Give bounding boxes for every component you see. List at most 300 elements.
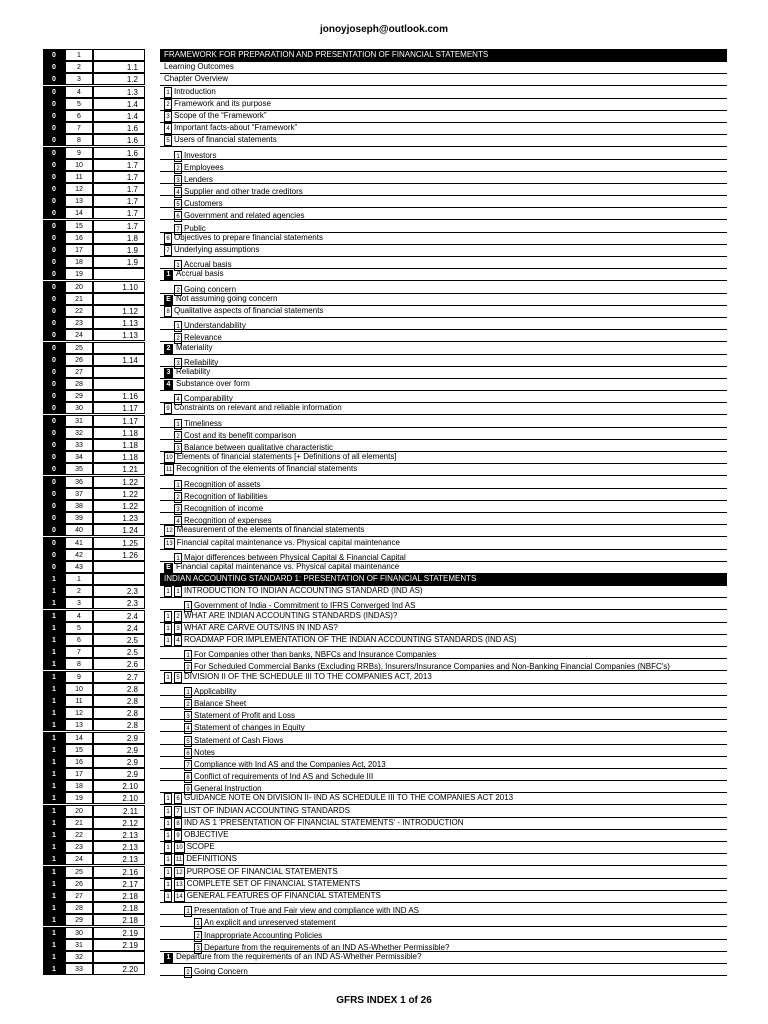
outline-number: [164, 549, 172, 560]
topic-entry: [164, 268, 224, 280]
chapter-number: 1: [43, 817, 65, 829]
topic-entry: [164, 622, 338, 634]
page-reference: 1.9: [93, 256, 145, 268]
outline-number: 1: [184, 906, 192, 917]
chapter-number: 1: [43, 939, 65, 951]
topic-label: Financial capital maintenance vs. Physical capital maintenance: [176, 561, 400, 571]
outline-number: 2: [174, 163, 182, 174]
table-row: [43, 317, 727, 329]
table-row: [43, 841, 727, 853]
outline-number: [164, 220, 172, 231]
serial-number: 17: [65, 768, 93, 780]
page-reference: 1.26: [93, 549, 145, 561]
serial-number: 14: [65, 207, 93, 219]
topic-entry: [164, 342, 212, 354]
chapter-number: 1: [43, 805, 65, 817]
outline-number: [174, 719, 182, 730]
page-reference: 1.2: [93, 73, 145, 85]
topic-label: GENERAL FEATURES OF FINANCIAL STATEMENTS: [186, 890, 381, 900]
topic-label: Conflict of requirements of Ind AS and Schedule III: [194, 772, 374, 782]
outline-number: [164, 317, 172, 328]
page-reference: 1.7: [93, 220, 145, 232]
serial-number: 8: [65, 658, 93, 670]
outline-number: 6: [164, 233, 172, 244]
table-row: [43, 110, 727, 122]
chapter-number: 0: [43, 183, 65, 195]
serial-number: 1: [65, 573, 93, 585]
topic-label: PURPOSE OF FINANCIAL STATEMENTS: [186, 866, 338, 876]
topic-label: WHAT ARE INDIAN ACCOUNTING STANDARDS (INDAS)?: [184, 610, 398, 620]
page-reference: 2.10: [93, 780, 145, 792]
table-row: [43, 914, 727, 926]
topic-entry: [164, 878, 360, 890]
outline-number: 4: [164, 123, 172, 134]
table-row: [43, 183, 727, 195]
serial-number: 11: [65, 695, 93, 707]
chapter-number: 1: [43, 866, 65, 878]
outline-number: [164, 488, 172, 499]
topic-label: Government of India - Commitment to IFRS Converged Ind AS: [194, 601, 416, 611]
table-row: [43, 805, 727, 817]
outline-number: 2: [174, 285, 182, 296]
outline-number: 1: [164, 891, 172, 902]
serial-number: 18: [65, 780, 93, 792]
outline-number: 1: [164, 793, 172, 804]
chapter-number: 1: [43, 853, 65, 865]
chapter-number: 0: [43, 244, 65, 256]
page-reference: 1.25: [93, 537, 145, 549]
table-row: [43, 390, 727, 402]
serial-number: 11: [65, 171, 93, 183]
topic-entry: [164, 866, 338, 878]
outline-number: 7: [174, 806, 182, 817]
outline-number: [164, 390, 172, 401]
page-reference: [93, 951, 145, 963]
outline-number: 1: [174, 260, 182, 271]
topic-entry: [164, 634, 517, 646]
page-reference: [93, 49, 145, 61]
row-divider: [160, 195, 727, 208]
topic-label: OBJECTIVE: [184, 830, 229, 839]
chapter-number: 1: [43, 695, 65, 707]
serial-number: 23: [65, 841, 93, 853]
page-reference: 1.18: [93, 439, 145, 451]
topic-entry: [164, 134, 277, 146]
table-row: [43, 329, 727, 341]
page-reference: 2.10: [93, 792, 145, 804]
topic-label: Major differences between Physical Capital & Financial Capital: [184, 552, 406, 562]
table-row: [43, 853, 727, 865]
table-row: [43, 244, 727, 256]
table-row: [43, 634, 727, 646]
chapter-number: 0: [43, 476, 65, 488]
serial-number: 18: [65, 256, 93, 268]
row-divider: [160, 171, 727, 184]
outline-number: 9: [184, 784, 192, 795]
topic-label: Customers: [184, 199, 223, 209]
topic-label: Chapter Overview: [164, 74, 229, 84]
chapter-number: 0: [43, 415, 65, 427]
serial-number: 8: [65, 134, 93, 146]
chapter-number: 0: [43, 159, 65, 171]
outline-number: [164, 914, 172, 925]
topic-entry: [164, 805, 350, 817]
serial-number: 33: [65, 439, 93, 451]
chapter-number: 1: [43, 963, 65, 975]
page-reference: 1.18: [93, 427, 145, 439]
outline-number: 11: [174, 854, 184, 865]
chapter-number: 1: [43, 914, 65, 926]
outline-number: 2: [174, 611, 182, 622]
topic-label: Balance between qualitative characteristic: [184, 443, 333, 452]
chapter-number: 0: [43, 305, 65, 317]
chapter-number: 1: [43, 927, 65, 939]
serial-number: 2: [65, 585, 93, 597]
outline-number: [184, 914, 192, 925]
chapter-number: 1: [43, 756, 65, 768]
outline-number: [164, 597, 172, 608]
outline-number: 3: [174, 504, 182, 515]
outline-number: 1: [194, 918, 202, 929]
outline-number: 3: [174, 443, 182, 454]
outline-number: [174, 646, 182, 657]
topic-label: Timeliness: [184, 418, 222, 428]
chapter-number: 0: [43, 366, 65, 378]
page-reference: 2.8: [93, 707, 145, 719]
topic-label: COMPLETE SET OF FINANCIAL STATEMENTS: [186, 878, 361, 888]
outline-number: 1: [174, 480, 182, 491]
outline-number: [174, 744, 182, 755]
topic-entry: [164, 524, 364, 536]
topic-badge: 4: [164, 380, 173, 390]
chapter-number: 0: [43, 293, 65, 305]
topic-label: Presentation of True and Fair view and compliance with IND AS: [194, 906, 419, 916]
topic-label: Financial capital maintenance vs. Physical capital maintenance: [176, 537, 400, 547]
topic-label: Investors: [184, 150, 217, 160]
row-divider: [160, 390, 727, 403]
table-row: [43, 147, 727, 159]
outline-number: [174, 914, 182, 925]
outline-number: [174, 780, 182, 791]
serial-number: 20: [65, 805, 93, 817]
page-reference: 1.8: [93, 232, 145, 244]
outline-number: [174, 597, 182, 608]
outline-number: [164, 756, 172, 767]
row-divider: [160, 853, 727, 866]
table-row: [43, 268, 727, 280]
outline-number: 1: [164, 818, 172, 829]
serial-number: 31: [65, 415, 93, 427]
page-reference: 1.22: [93, 488, 145, 500]
serial-number: 16: [65, 756, 93, 768]
chapter-number: 0: [43, 207, 65, 219]
topic-label: Elements of financial statements [+ Definitions of all elements]: [176, 452, 397, 462]
topic-label: Recognition of the elements of financial statements: [176, 464, 358, 474]
topic-entry: [164, 671, 432, 683]
outline-number: 1: [164, 867, 172, 878]
outline-number: [164, 732, 172, 743]
outline-number: 2: [184, 662, 192, 673]
outline-number: 5: [184, 736, 192, 747]
serial-number: 13: [65, 195, 93, 207]
chapter-number: 1: [43, 951, 65, 963]
table-row: [43, 207, 727, 219]
topic-label: ROADMAP FOR IMPLEMENTATION OF THE INDIAN ACCOUNTING STANDARDS (IND AS): [184, 635, 517, 644]
table-row: [43, 732, 727, 744]
outline-number: 1: [174, 553, 182, 564]
outline-number: 12: [164, 525, 175, 536]
topic-label: Recognition of expenses: [184, 516, 272, 526]
page-reference: 1.17: [93, 402, 145, 414]
serial-number: 41: [65, 537, 93, 549]
page-reference: 1.7: [93, 159, 145, 171]
page-reference: [93, 366, 145, 378]
serial-number: 19: [65, 792, 93, 804]
outline-number: [174, 939, 182, 950]
outline-number: 10: [164, 452, 175, 463]
topic-label: Recognition of income: [184, 503, 264, 513]
table-row: [43, 792, 727, 804]
row-divider: [160, 281, 727, 294]
serial-number: 21: [65, 817, 93, 829]
outline-number: 1: [164, 586, 172, 597]
serial-number: 28: [65, 378, 93, 390]
topic-entry: [164, 561, 399, 573]
page-reference: 2.9: [93, 768, 145, 780]
serial-number: 23: [65, 317, 93, 329]
serial-number: 30: [65, 927, 93, 939]
chapter-number: 1: [43, 890, 65, 902]
outline-number: [164, 354, 172, 365]
serial-number: 27: [65, 366, 93, 378]
serial-number: 12: [65, 183, 93, 195]
row-divider: [160, 147, 727, 160]
topic-entry: [164, 610, 397, 622]
table-row: [43, 878, 727, 890]
table-row: [43, 488, 727, 500]
page-reference: 1.7: [93, 195, 145, 207]
topic-entry: [164, 378, 250, 390]
chapter-number: 0: [43, 402, 65, 414]
topic-entry: [164, 951, 421, 963]
topic-label: IND AS 1 'PRESENTATION OF FINANCIAL STATEMENTS' - INTRODUCTION: [184, 817, 464, 827]
chapter-number: 0: [43, 73, 65, 85]
chapter-number: 0: [43, 524, 65, 536]
topic-entry: [164, 451, 397, 463]
topic-label: Statement of Cash Flows: [194, 735, 284, 745]
topic-label: Supplier and other trade creditors: [184, 187, 303, 197]
page-reference: 1.24: [93, 524, 145, 536]
outline-number: [164, 963, 172, 974]
chapter-number: 0: [43, 98, 65, 110]
outline-number: 1: [164, 842, 172, 853]
topic-label: Recognition of assets: [184, 479, 261, 489]
serial-number: 19: [65, 268, 93, 280]
serial-number: 32: [65, 427, 93, 439]
topic-label: Measurement of the elements of financial statements: [176, 525, 365, 535]
outline-number: 2: [184, 967, 192, 978]
topic-entry: [164, 73, 228, 85]
row-divider: [160, 354, 727, 367]
topic-label: Users of financial statements: [174, 135, 277, 145]
page-header-email: jonoyjoseph@outlook.com: [319, 24, 449, 35]
serial-number: 22: [65, 829, 93, 841]
serial-number: 33: [65, 963, 93, 975]
outline-number: 8: [174, 818, 182, 829]
outline-number: [164, 329, 172, 340]
chapter-number: 0: [43, 512, 65, 524]
page-reference: 2.4: [93, 622, 145, 634]
page-reference: 2.18: [93, 902, 145, 914]
topic-badge: 1: [164, 270, 173, 280]
topic-label: Departure from the requirements of an IND AS-Whether Permissible?: [204, 942, 450, 952]
chapter-number: 1: [43, 658, 65, 670]
chapter-number: 1: [43, 610, 65, 622]
page-reference: 1.10: [93, 281, 145, 293]
outline-number: [164, 707, 172, 718]
chapter-number: 0: [43, 49, 65, 61]
page-reference: 1.1: [93, 61, 145, 73]
topic-badge: 2: [164, 344, 173, 354]
chapter-number: 1: [43, 573, 65, 585]
page-reference: 1.7: [93, 171, 145, 183]
outline-number: 10: [174, 842, 185, 853]
chapter-number: 1: [43, 768, 65, 780]
topic-label: Going concern: [184, 284, 237, 294]
chapter-number: 1: [43, 707, 65, 719]
section-heading: [160, 573, 727, 585]
page-reference: 1.6: [93, 122, 145, 134]
topic-badge: E: [164, 563, 173, 573]
table-row: [43, 427, 727, 439]
outline-number: [164, 695, 172, 706]
table-row: [43, 817, 727, 829]
serial-number: 29: [65, 390, 93, 402]
chapter-number: 0: [43, 439, 65, 451]
page-reference: 1.13: [93, 329, 145, 341]
outline-number: 4: [184, 723, 192, 734]
outline-number: 11: [164, 464, 174, 475]
outline-number: [164, 183, 172, 194]
outline-number: 1: [164, 830, 172, 841]
chapter-number: 1: [43, 597, 65, 609]
table-row: [43, 354, 727, 366]
outline-number: [184, 939, 192, 950]
chapter-number: 0: [43, 488, 65, 500]
chapter-number: 1: [43, 585, 65, 597]
page-reference: 1.23: [93, 512, 145, 524]
table-row: [43, 927, 727, 939]
chapter-number: 0: [43, 147, 65, 159]
outline-number: 1: [174, 419, 182, 430]
outline-number: 5: [174, 199, 182, 210]
table-row: [43, 561, 727, 573]
serial-number: 17: [65, 244, 93, 256]
topic-label: Underlying assumptions: [174, 245, 260, 254]
page-reference: [93, 378, 145, 390]
serial-number: 26: [65, 878, 93, 890]
table-row: [43, 86, 727, 98]
topic-entry: [164, 853, 237, 865]
outline-number: [164, 195, 172, 206]
row-divider: [160, 683, 727, 696]
row-divider: [160, 86, 727, 99]
table-row: [43, 439, 727, 451]
page-reference: 2.13: [93, 853, 145, 865]
topic-label: For Scheduled Commercial Banks (Excluding RRBs), Insurers/Insurance Companies and Non-Banking Financial Companies (NBFC's): [194, 662, 670, 672]
outline-number: [164, 927, 172, 938]
page-reference: [93, 293, 145, 305]
chapter-number: 0: [43, 317, 65, 329]
outline-number: [174, 902, 182, 913]
outline-number: [174, 683, 182, 694]
topic-label: Public: [184, 223, 206, 233]
topic-badge: E: [164, 295, 173, 305]
page-reference: [93, 573, 145, 585]
serial-number: 10: [65, 683, 93, 695]
table-row: [43, 646, 727, 658]
serial-number: 25: [65, 866, 93, 878]
row-divider: [160, 744, 727, 757]
table-row: [43, 342, 727, 354]
page-reference: 1.3: [93, 86, 145, 98]
topic-label: Balance Sheet: [194, 698, 247, 708]
topic-label: Introduction: [174, 86, 216, 96]
row-divider: [160, 329, 727, 342]
table-row: [43, 134, 727, 146]
row-divider: [160, 268, 727, 281]
chapter-number: 0: [43, 342, 65, 354]
table-row: [43, 512, 727, 524]
topic-entry: [164, 98, 271, 110]
page-reference: 2.12: [93, 817, 145, 829]
outline-number: [164, 415, 172, 426]
serial-number: 6: [65, 110, 93, 122]
table-row: [43, 366, 727, 378]
table-row: [43, 683, 727, 695]
topic-label: Inappropriate Accounting Policies: [204, 930, 323, 940]
table-row: [43, 463, 727, 475]
serial-number: 7: [65, 122, 93, 134]
serial-number: 14: [65, 732, 93, 744]
table-row: [43, 451, 727, 463]
table-row: [43, 866, 727, 878]
serial-number: 7: [65, 646, 93, 658]
serial-number: 43: [65, 561, 93, 573]
table-row: [43, 963, 727, 975]
page-reference: 2.18: [93, 914, 145, 926]
page-reference: 1.14: [93, 354, 145, 366]
page-reference: 2.13: [93, 829, 145, 841]
outline-number: 6: [174, 793, 182, 804]
table-row: [43, 122, 727, 134]
table-row: [43, 524, 727, 536]
topic-entry: [164, 293, 277, 305]
page-reference: 1.17: [93, 415, 145, 427]
serial-number: 35: [65, 463, 93, 475]
chapter-number: 1: [43, 719, 65, 731]
chapter-number: 0: [43, 281, 65, 293]
outline-number: [174, 963, 182, 974]
chapter-number: 1: [43, 646, 65, 658]
outline-number: 12: [174, 867, 185, 878]
outline-number: [164, 780, 172, 791]
topic-entry: [164, 585, 423, 597]
outline-number: [164, 646, 172, 657]
table-row: [43, 305, 727, 317]
row-divider: [160, 159, 727, 172]
row-divider: [160, 220, 727, 233]
